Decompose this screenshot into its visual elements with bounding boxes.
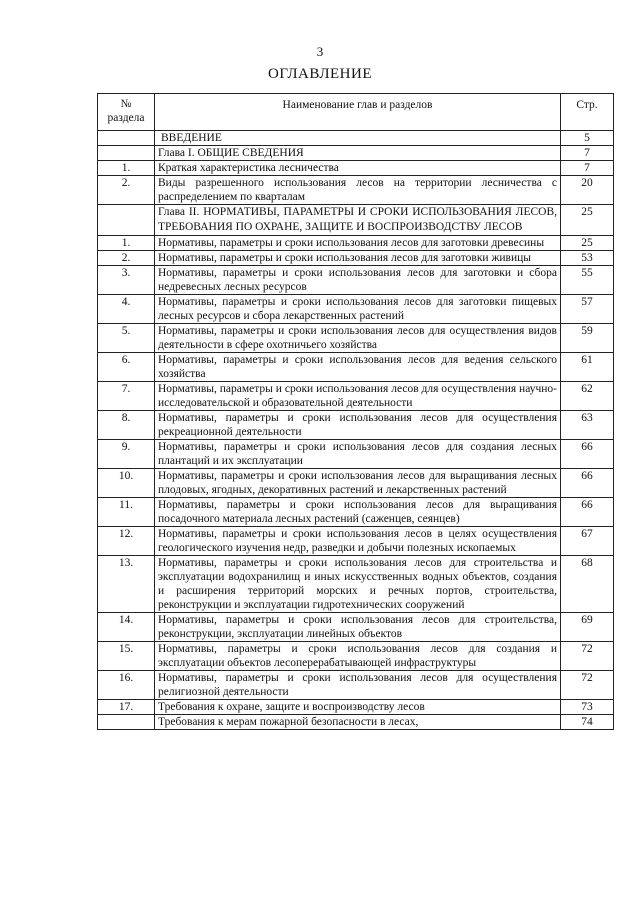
toc-row xyxy=(98,353,614,382)
toc-row-number: 8. xyxy=(98,411,155,440)
toc-row-number xyxy=(98,146,155,161)
toc-row-page: 66 xyxy=(561,440,614,469)
toc-row-number: 11. xyxy=(98,498,155,527)
page-title: ОГЛАВЛЕНИЕ xyxy=(268,66,372,82)
toc-row-page: 66 xyxy=(561,469,614,498)
toc-row-title: Нормативы, параметры и сроки использования лесов в целях осуществления геологического изучения недр, разведки и добычи полезных ископаемых xyxy=(155,527,561,556)
toc-row-number: 4. xyxy=(98,295,155,324)
toc-table xyxy=(97,93,614,730)
toc-row-page: 7 xyxy=(561,161,614,176)
toc-row-title: ВВЕДЕНИЕ xyxy=(155,131,561,146)
toc-row-number: 1. xyxy=(98,236,155,251)
toc-row-title: Нормативы, параметры и сроки использования лесов для выращивания посадочного материала лесных растений (саженцев, сеянцев) xyxy=(155,498,561,527)
toc-row-number: 10. xyxy=(98,469,155,498)
toc-row-title: Нормативы, параметры и сроки использования лесов для создания лесных плантаций и их эксплуатации xyxy=(155,440,561,469)
toc-row-title: Нормативы, параметры и сроки использования лесов для ведения сельского хозяйства xyxy=(155,353,561,382)
toc-row-title: Нормативы, параметры и сроки использования лесов для заготовки живицы xyxy=(155,251,561,266)
toc-row-number xyxy=(98,715,155,730)
toc-row-title: Краткая характеристика лесничества xyxy=(155,161,561,176)
toc-row-title: Нормативы, параметры и сроки использования лесов для осуществления видов деятельности в сфере охотничьего хозяйства xyxy=(155,324,561,353)
toc-row-number: 2. xyxy=(98,251,155,266)
toc-row-title: Нормативы, параметры и сроки использования лесов для строительства и эксплуатации водохранилищ и иных искусственных водных объектов, создания и расширения территорий морских и речных портов, строительства, реконструкции и эксплуатации гидротехнических сооружений xyxy=(155,556,561,613)
toc-row xyxy=(98,556,614,613)
toc-row-number: 9. xyxy=(98,440,155,469)
toc-row-page: 63 xyxy=(561,411,614,440)
toc-row-title: Нормативы, параметры и сроки использования лесов для заготовки пищевых лесных ресурсов и сбора лекарственных растений xyxy=(155,295,561,324)
toc-row-number: 2. xyxy=(98,176,155,205)
toc-row xyxy=(98,295,614,324)
toc-row-title: Нормативы, параметры и сроки использования лесов для осуществления религиозной деятельности xyxy=(155,671,561,700)
toc-row xyxy=(98,498,614,527)
toc-row-title: Виды разрешенного использования лесов на территории лесничества с распределением по кварталам xyxy=(155,176,561,205)
toc-row xyxy=(98,715,614,730)
toc-row-number: 7. xyxy=(98,382,155,411)
header-page: Стр. xyxy=(561,94,614,131)
toc-row xyxy=(98,131,614,146)
toc-row-page: 62 xyxy=(561,382,614,411)
toc-row-number: 17. xyxy=(98,700,155,715)
toc-row-title: Требования к охране, защите и воспроизводству лесов xyxy=(155,700,561,715)
toc-row xyxy=(98,324,614,353)
toc-header-row xyxy=(98,94,614,131)
toc-row xyxy=(98,642,614,671)
toc-row-page: 55 xyxy=(561,266,614,295)
toc-row-number: 1. xyxy=(98,161,155,176)
toc-row-title: Нормативы, параметры и сроки использования лесов для создания и эксплуатации объектов лесоперерабатывающей инфраструктуры xyxy=(155,642,561,671)
toc-row-number: 6. xyxy=(98,353,155,382)
header-section-number: № раздела xyxy=(98,94,155,131)
toc-row-title: Нормативы, параметры и сроки использования лесов для осуществления научно-исследовательской и образовательной деятельности xyxy=(155,382,561,411)
toc-row-number: 12. xyxy=(98,527,155,556)
toc-row xyxy=(98,527,614,556)
toc-row-number xyxy=(98,205,155,236)
toc-row-title: Глава II. НОРМАТИВЫ, ПАРАМЕТРЫ И СРОКИ ИСПОЛЬЗОВАНИЯ ЛЕСОВ, ТРЕБОВАНИЯ ПО ОХРАНЕ, ЗАЩИТЕ И ВОСПРОИЗВОДСТВУ ЛЕСОВ xyxy=(155,205,561,236)
toc-row-title: Нормативы, параметры и сроки использования лесов для заготовки и сбора недревесных лесных ресурсов xyxy=(155,266,561,295)
toc-row-page: 59 xyxy=(561,324,614,353)
toc-row xyxy=(98,205,614,236)
toc-row-number: 13. xyxy=(98,556,155,613)
toc-row xyxy=(98,146,614,161)
toc-row xyxy=(98,161,614,176)
toc-row-page: 53 xyxy=(561,251,614,266)
toc-row xyxy=(98,382,614,411)
toc-body xyxy=(98,131,614,730)
toc-row xyxy=(98,700,614,715)
toc-row-page: 25 xyxy=(561,205,614,236)
toc-row-page: 61 xyxy=(561,353,614,382)
toc-row-page: 69 xyxy=(561,613,614,642)
toc-row-title: Нормативы, параметры и сроки использования лесов для выращивания лесных плодовых, ягодных, декоративных растений и лекарственных растений xyxy=(155,469,561,498)
toc-row-number: 3. xyxy=(98,266,155,295)
toc-row-number: 14. xyxy=(98,613,155,642)
toc-row-page: 72 xyxy=(561,642,614,671)
toc-row-page: 67 xyxy=(561,527,614,556)
toc-row-page: 57 xyxy=(561,295,614,324)
toc-row-title: Глава I. ОБЩИЕ СВЕДЕНИЯ xyxy=(155,146,561,161)
toc-row-number xyxy=(98,131,155,146)
toc-row xyxy=(98,176,614,205)
toc-row xyxy=(98,236,614,251)
toc-row-page: 73 xyxy=(561,700,614,715)
toc-row-page: 20 xyxy=(561,176,614,205)
toc-row xyxy=(98,613,614,642)
toc-row-page: 25 xyxy=(561,236,614,251)
header-section-name: Наименование глав и разделов xyxy=(155,94,561,131)
toc-row-page: 72 xyxy=(561,671,614,700)
toc-row xyxy=(98,671,614,700)
toc-row xyxy=(98,440,614,469)
toc-row-page: 74 xyxy=(561,715,614,730)
toc-row xyxy=(98,469,614,498)
toc-row-page: 68 xyxy=(561,556,614,613)
toc-row-number: 5. xyxy=(98,324,155,353)
toc-row-page: 5 xyxy=(561,131,614,146)
toc-row-title: Нормативы, параметры и сроки использования лесов для строительства, реконструкции, эксплуатации линейных объектов xyxy=(155,613,561,642)
page-number: 3 xyxy=(316,44,324,59)
toc-row-title: Требования к мерам пожарной безопасности в лесах, xyxy=(155,715,561,730)
toc-row-page: 7 xyxy=(561,146,614,161)
toc-row xyxy=(98,251,614,266)
toc-row xyxy=(98,411,614,440)
toc-row-page: 66 xyxy=(561,498,614,527)
toc-row xyxy=(98,266,614,295)
toc-row-title: Нормативы, параметры и сроки использования лесов для осуществления рекреационной деятельности xyxy=(155,411,561,440)
toc-row-title: Нормативы, параметры и сроки использования лесов для заготовки древесины xyxy=(155,236,561,251)
toc-row-number: 16. xyxy=(98,671,155,700)
toc-row-number: 15. xyxy=(98,642,155,671)
